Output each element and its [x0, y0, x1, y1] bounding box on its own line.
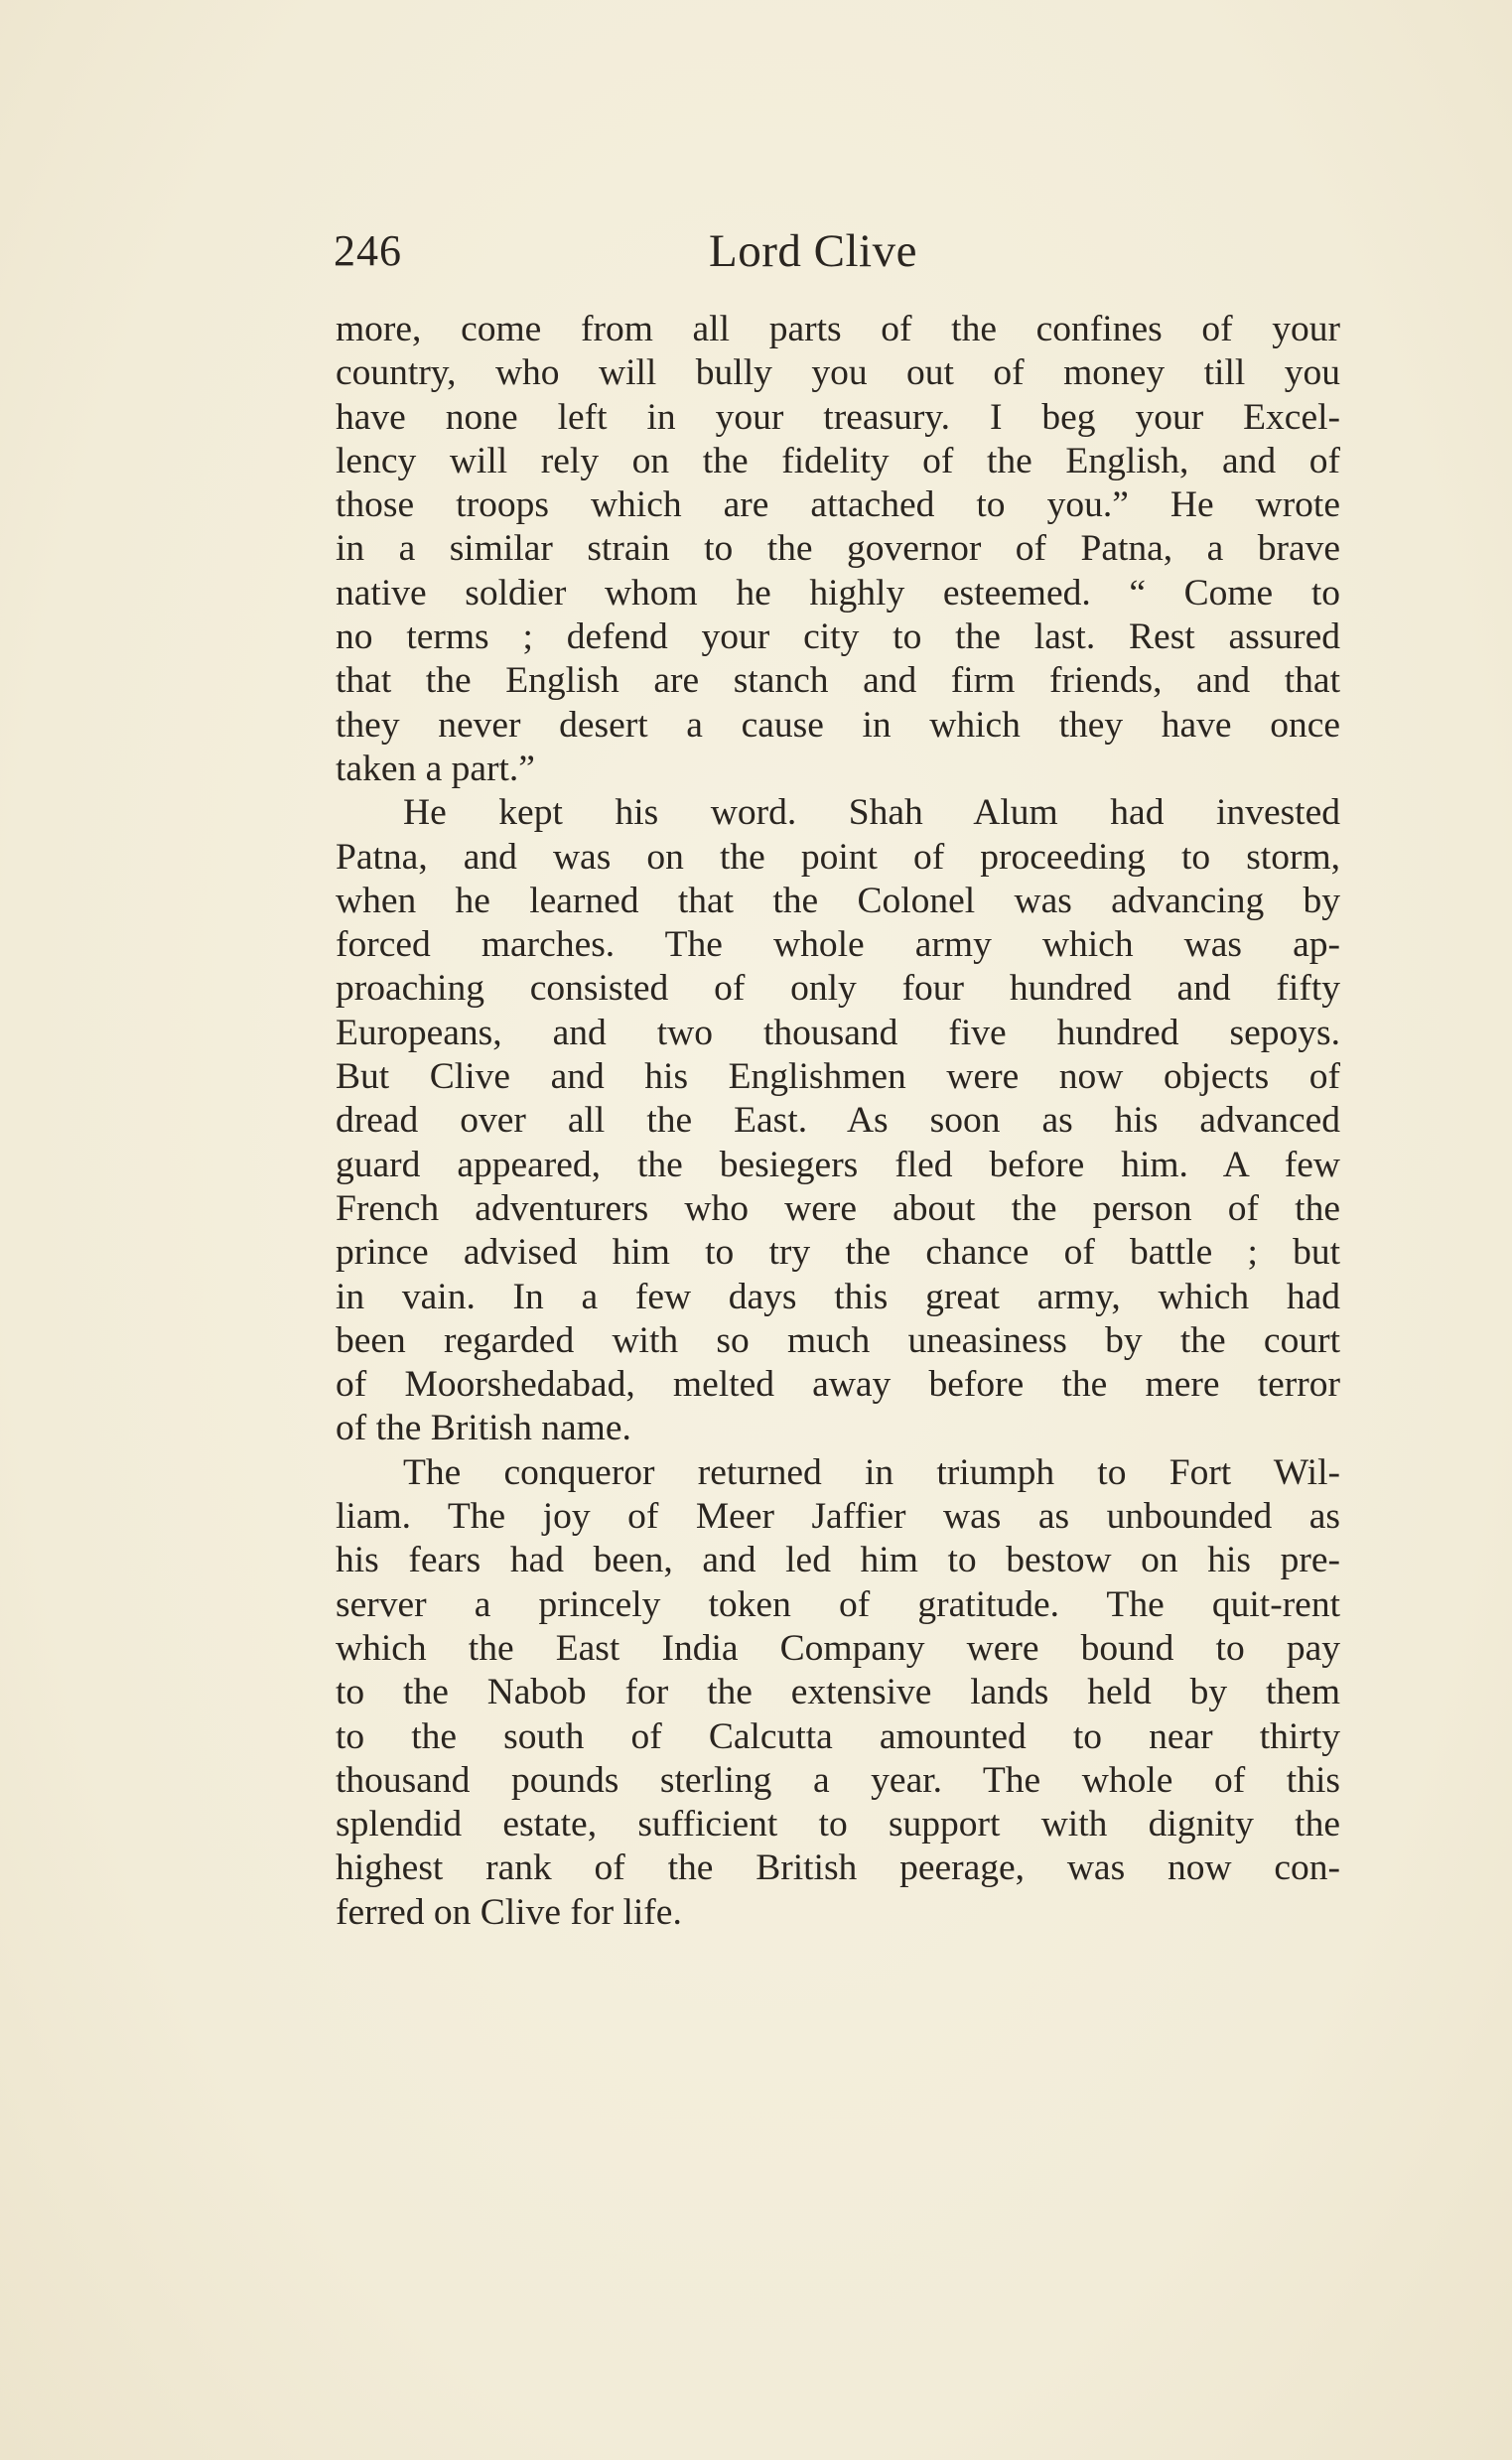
text-line: French adventurers who were about the person of the	[336, 1187, 1340, 1229]
text-line: those troops which are attached to you.” He wrote	[336, 484, 1340, 526]
text-line: Patna, and was on the point of proceeding to storm,	[336, 836, 1340, 878]
text-line: server a princely token of gratitude. The quit-rent	[336, 1583, 1340, 1625]
text-line: lency will rely on the fidelity of the English, and of	[336, 440, 1340, 481]
text-line: native soldier whom he highly esteemed. “ Come to	[336, 572, 1340, 614]
text-line: splendid estate, sufficient to support with dignity the	[336, 1804, 1340, 1845]
paragraph-first-line: The conqueror returned in triumph to Fort Wil-	[403, 1451, 1340, 1493]
text-line: his fears had been, and led him to bestow on his pre-	[336, 1540, 1340, 1581]
body-text	[336, 308, 1340, 1935]
text-line: proaching consisted of only four hundred and fifty	[336, 968, 1340, 1010]
text-line: to the Nabob for the extensive lands held by them	[336, 1672, 1340, 1713]
text-line: that the English are stanch and firm friends, and that	[336, 660, 1340, 702]
text-line: more, come from all parts of the confines of your	[336, 309, 1340, 349]
text-line: thousand pounds sterling a year. The whole of this	[336, 1759, 1340, 1801]
running-title: Lord Clive	[709, 225, 917, 277]
text-line: forced marches. The whole army which was ap-	[336, 924, 1340, 966]
text-line: to the south of Calcutta amounted to near thirty	[336, 1715, 1340, 1757]
text-line: have none left in your treasury. I beg your Excel-	[336, 396, 1340, 438]
paragraph-last-line: ferred on Clive for life.	[336, 1891, 682, 1933]
text-line: But Clive and his Englishmen were now objects of	[336, 1056, 1340, 1098]
paragraph-last-line: taken a part.”	[336, 748, 535, 789]
text-line: Europeans, and two thousand five hundred sepoys.	[336, 1012, 1340, 1053]
text-line: no terms ; defend your city to the last. Rest assured	[336, 616, 1340, 658]
paragraph-last-line: of the British name.	[336, 1408, 631, 1449]
text-line: which the East India Company were bound to pay	[336, 1627, 1340, 1669]
text-line: they never desert a cause in which they have once	[336, 704, 1340, 746]
paragraph-first-line: He kept his word. Shah Alum had invested	[403, 792, 1340, 834]
text-line: country, who will bully you out of money till you	[336, 352, 1340, 394]
text-line: liam. The joy of Meer Jaffier was as unbounded as	[336, 1496, 1340, 1538]
text-line: prince advised him to try the chance of battle ; but	[336, 1232, 1340, 1274]
text-line: dread over all the East. As soon as his advanced	[336, 1100, 1340, 1142]
running-head	[334, 216, 1336, 286]
text-line: guard appeared, the besiegers fled before him. A few	[336, 1144, 1340, 1185]
text-line: in a similar strain to the governor of Patna, a brave	[336, 528, 1340, 570]
text-line: in vain. In a few days this great army, which had	[336, 1276, 1340, 1317]
text-line: when he learned that the Colonel was advancing by	[336, 880, 1340, 921]
text-line: been regarded with so much uneasiness by the court	[336, 1319, 1340, 1361]
text-line: highest rank of the British peerage, was now con-	[336, 1847, 1340, 1889]
page-number: 246	[334, 226, 402, 275]
text-line: of Moorshedabad, melted away before the mere terror	[336, 1364, 1340, 1406]
